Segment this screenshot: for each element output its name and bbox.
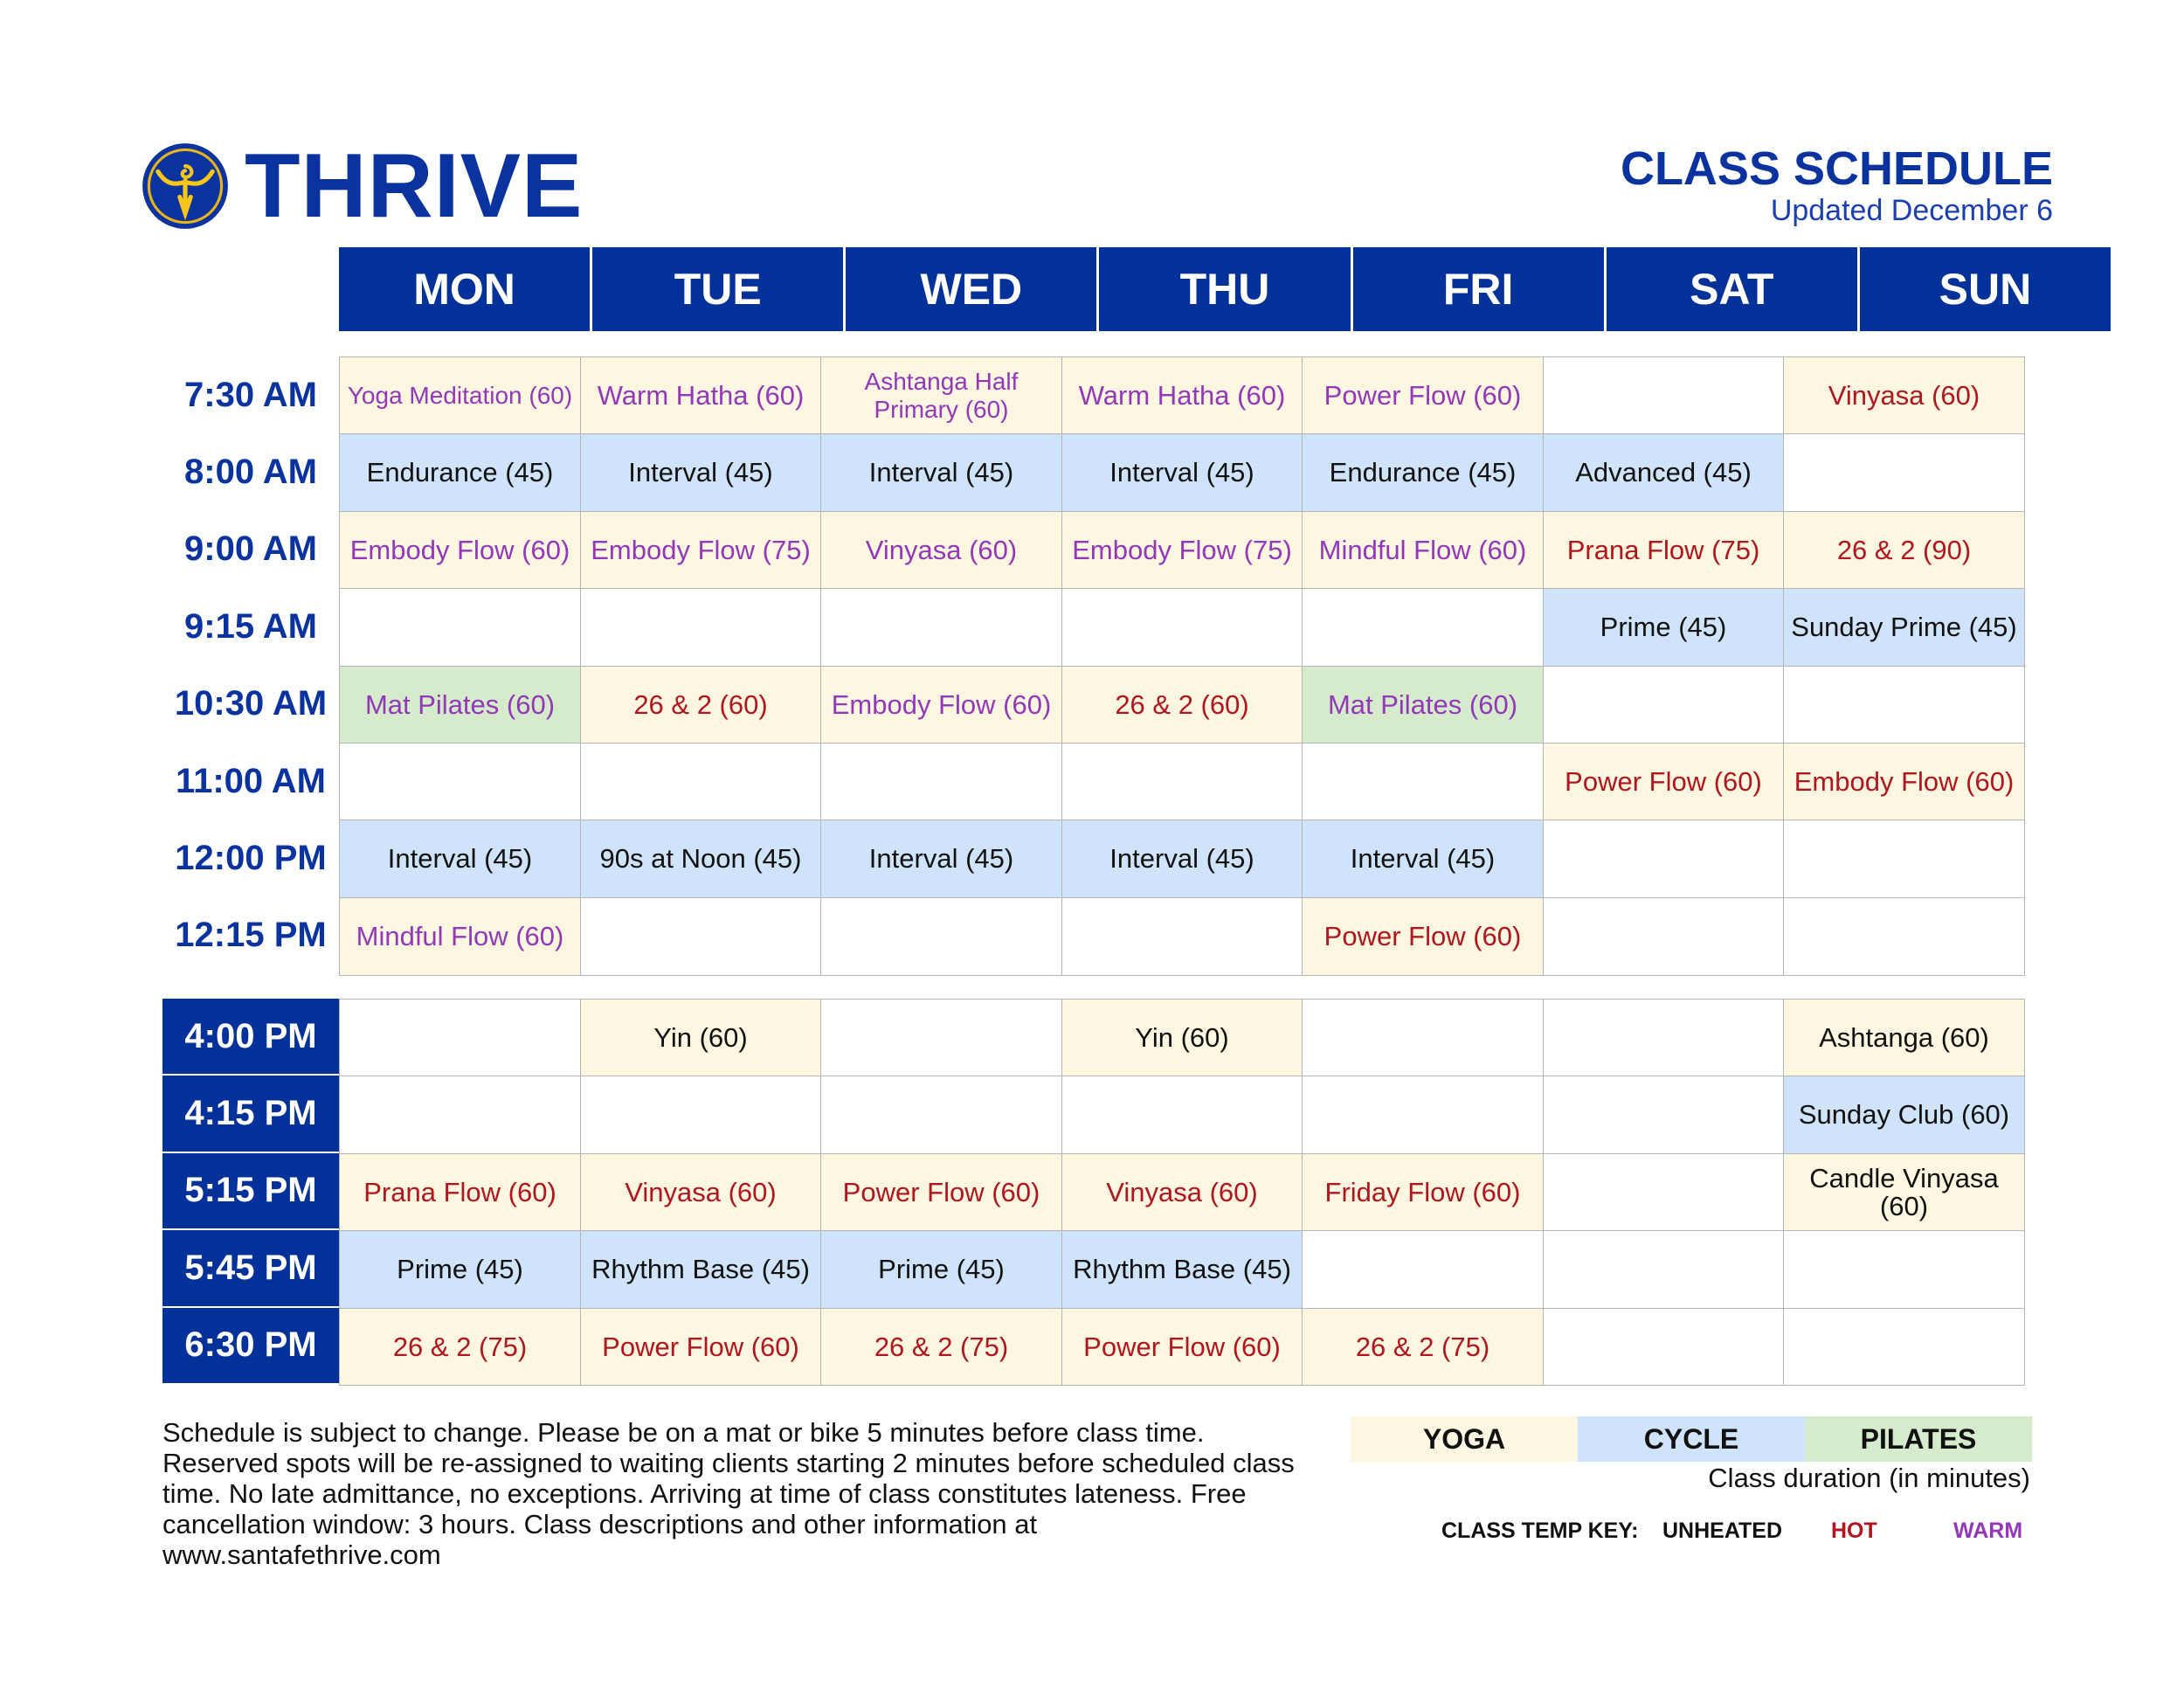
class-cell: Vinyasa (60): [1061, 1153, 1303, 1232]
class-cell: Prime (45): [1543, 588, 1785, 667]
schedule-row: [162, 897, 2024, 974]
class-cell: 26 & 2 (60): [1061, 666, 1303, 744]
class-cell: Prana Flow (60): [339, 1153, 581, 1232]
class-cell: Embody Flow (60): [339, 511, 581, 590]
empty-cell: [1543, 1230, 1785, 1309]
empty-cell: [1302, 999, 1544, 1077]
time-slot-label: 7:30 AM: [184, 375, 317, 414]
class-cell: Power Flow (60): [1543, 743, 1785, 821]
empty-cell: [1543, 999, 1785, 1077]
temp-key-unheated: UNHEATED: [1662, 1519, 1783, 1543]
class-cell: Mat Pilates (60): [339, 666, 581, 744]
empty-cell: [339, 743, 581, 821]
class-cell: Embody Flow (75): [1061, 511, 1303, 590]
class-cell: Embody Flow (60): [1783, 743, 2025, 821]
class-type-legend: [1351, 1416, 2032, 1462]
updated-date: Updated December 6: [1770, 194, 2053, 227]
time-slot-label: 6:30 PM: [162, 1308, 339, 1385]
schedule-row: [162, 433, 2024, 510]
empty-cell: [1783, 820, 2025, 898]
empty-cell: [580, 588, 822, 667]
class-cell: Interval (45): [1061, 433, 1303, 512]
class-cell: Prime (45): [820, 1230, 1062, 1309]
schedule-row: [162, 588, 2024, 665]
schedule-row: [162, 743, 2024, 820]
evening-schedule: [162, 999, 2024, 1385]
class-cell: Warm Hatha (60): [580, 356, 822, 435]
brand-name: THRIVE: [245, 135, 584, 237]
day-header-sat: SAT: [1607, 247, 1860, 331]
empty-cell: [820, 897, 1062, 976]
schedule-row: [162, 1230, 2024, 1307]
class-cell: Interval (45): [1061, 820, 1303, 898]
class-cell: Vinyasa (60): [820, 511, 1062, 590]
empty-cell: [820, 1076, 1062, 1154]
brand-logo: [140, 135, 584, 237]
empty-cell: [1302, 588, 1544, 667]
empty-cell: [1061, 743, 1303, 821]
empty-cell: [1783, 897, 2025, 976]
empty-cell: [1543, 356, 1785, 435]
schedule-row: [162, 356, 2024, 433]
class-cell: Endurance (45): [1302, 433, 1544, 512]
empty-cell: [1302, 1230, 1544, 1309]
empty-cell: [1543, 1076, 1785, 1154]
empty-cell: [1061, 588, 1303, 667]
class-cell: 26 & 2 (75): [1302, 1308, 1544, 1387]
schedule-row: [162, 820, 2024, 896]
day-header-sun: SUN: [1860, 247, 2111, 331]
class-cell: Mindful Flow (60): [339, 897, 581, 976]
schedule-row: [162, 511, 2024, 588]
legend-cycle: CYCLE: [1578, 1416, 1805, 1462]
class-cell: Advanced (45): [1543, 433, 1785, 512]
class-cell: Yin (60): [1061, 999, 1303, 1077]
empty-cell: [1543, 1308, 1785, 1387]
class-cell: Yin (60): [580, 999, 822, 1077]
class-cell: Interval (45): [820, 433, 1062, 512]
class-cell: 26 & 2 (90): [1783, 511, 2025, 590]
class-cell: 90s at Noon (45): [580, 820, 822, 898]
time-slot-label: 10:30 AM: [174, 684, 328, 723]
time-slot-label: 12:15 PM: [175, 916, 327, 955]
class-cell: 26 & 2 (75): [820, 1308, 1062, 1387]
schedule-row: [162, 1308, 2024, 1385]
class-temp-key: [1441, 1519, 2022, 1544]
class-cell: Endurance (45): [339, 433, 581, 512]
class-cell: Friday Flow (60): [1302, 1153, 1544, 1232]
empty-cell: [1061, 897, 1303, 976]
empty-cell: [339, 1076, 581, 1154]
class-cell: Mindful Flow (60): [1302, 511, 1544, 590]
page-title: CLASS SCHEDULE: [1620, 142, 2053, 195]
class-cell: 26 & 2 (60): [580, 666, 822, 744]
class-cell: Sunday Club (60): [1783, 1076, 2025, 1154]
morning-schedule: [162, 356, 2024, 974]
day-header-row: [339, 247, 2111, 331]
empty-cell: [820, 743, 1062, 821]
legend-pilates: PILATES: [1805, 1416, 2032, 1462]
class-cell: Interval (45): [820, 820, 1062, 898]
temp-key-warm: WARM: [1953, 1519, 2023, 1543]
empty-cell: [1543, 897, 1785, 976]
class-cell: Power Flow (60): [820, 1153, 1062, 1232]
class-cell: Sunday Prime (45): [1783, 588, 2025, 667]
empty-cell: [1302, 743, 1544, 821]
empty-cell: [580, 897, 822, 976]
schedule-row: [162, 1076, 2024, 1152]
time-slot-label: 9:00 AM: [184, 529, 317, 569]
class-cell: Embody Flow (60): [820, 666, 1062, 744]
empty-cell: [1061, 1076, 1303, 1154]
class-cell: Interval (45): [1302, 820, 1544, 898]
legend-yoga: YOGA: [1351, 1416, 1578, 1462]
time-slot-label: 4:15 PM: [162, 1076, 339, 1152]
empty-cell: [1543, 1153, 1785, 1232]
day-header-mon: MON: [339, 247, 592, 331]
time-slot-label: 8:00 AM: [184, 453, 317, 492]
class-cell: Ashtanga (60): [1783, 999, 2025, 1077]
day-header-wed: WED: [846, 247, 1099, 331]
class-cell: Prana Flow (75): [1543, 511, 1785, 590]
empty-cell: [1783, 1230, 2025, 1309]
class-cell: Power Flow (60): [580, 1308, 822, 1387]
empty-cell: [580, 1076, 822, 1154]
class-cell: Ashtanga Half Primary (60): [820, 356, 1062, 435]
schedule-policy-note: Schedule is subject to change. Please be on a mat or bike 5 minutes before class time. Reserved spots will be re-assigned to waiting clients starting 2 minutes before scheduled class time. No late admittance, no exceptions. Arriving at time of class constitutes lateness. Free cancellation window: 3 hours. Class descriptions and other information at www.santafethrive.com: [162, 1417, 1295, 1570]
thrive-logo-icon: [140, 141, 231, 232]
time-slot-label: 12:00 PM: [175, 839, 327, 878]
schedule-row: [162, 999, 2024, 1076]
time-slot-label: 5:45 PM: [162, 1230, 339, 1307]
schedule-row: [162, 1153, 2024, 1230]
empty-cell: [1783, 1308, 2025, 1387]
class-cell: Embody Flow (75): [580, 511, 822, 590]
empty-cell: [1783, 433, 2025, 512]
empty-cell: [339, 588, 581, 667]
class-cell: Mat Pilates (60): [1302, 666, 1544, 744]
time-slot-label: 11:00 AM: [176, 761, 326, 800]
class-cell: Warm Hatha (60): [1061, 356, 1303, 435]
empty-cell: [820, 588, 1062, 667]
class-cell: Power Flow (60): [1302, 897, 1544, 976]
day-header-tue: TUE: [592, 247, 846, 331]
class-cell: Candle Vinyasa (60): [1783, 1153, 2025, 1232]
class-cell: Interval (45): [580, 433, 822, 512]
class-cell: Power Flow (60): [1061, 1308, 1303, 1387]
duration-note: Class duration (in minutes): [1708, 1463, 2030, 1493]
time-slot-label: 5:15 PM: [162, 1153, 339, 1230]
class-cell: 26 & 2 (75): [339, 1308, 581, 1387]
time-slot-label: 4:00 PM: [162, 999, 339, 1076]
schedule-row: [162, 666, 2024, 743]
class-cell: Yoga Meditation (60): [339, 356, 581, 435]
class-cell: Vinyasa (60): [1783, 356, 2025, 435]
temp-key-label: CLASS TEMP KEY:: [1441, 1519, 1639, 1543]
class-cell: Vinyasa (60): [580, 1153, 822, 1232]
time-slot-label: 9:15 AM: [184, 606, 317, 646]
empty-cell: [1783, 666, 2025, 744]
class-cell: Power Flow (60): [1302, 356, 1544, 435]
class-cell: Rhythm Base (45): [1061, 1230, 1303, 1309]
empty-cell: [1543, 666, 1785, 744]
empty-cell: [580, 743, 822, 821]
empty-cell: [820, 999, 1062, 1077]
class-cell: Prime (45): [339, 1230, 581, 1309]
class-cell: Rhythm Base (45): [580, 1230, 822, 1309]
empty-cell: [339, 999, 581, 1077]
class-cell: Interval (45): [339, 820, 581, 898]
empty-cell: [1302, 1076, 1544, 1154]
day-header-thu: THU: [1099, 247, 1352, 331]
day-header-fri: FRI: [1353, 247, 1607, 331]
empty-cell: [1543, 820, 1785, 898]
temp-key-hot: HOT: [1831, 1519, 1877, 1543]
